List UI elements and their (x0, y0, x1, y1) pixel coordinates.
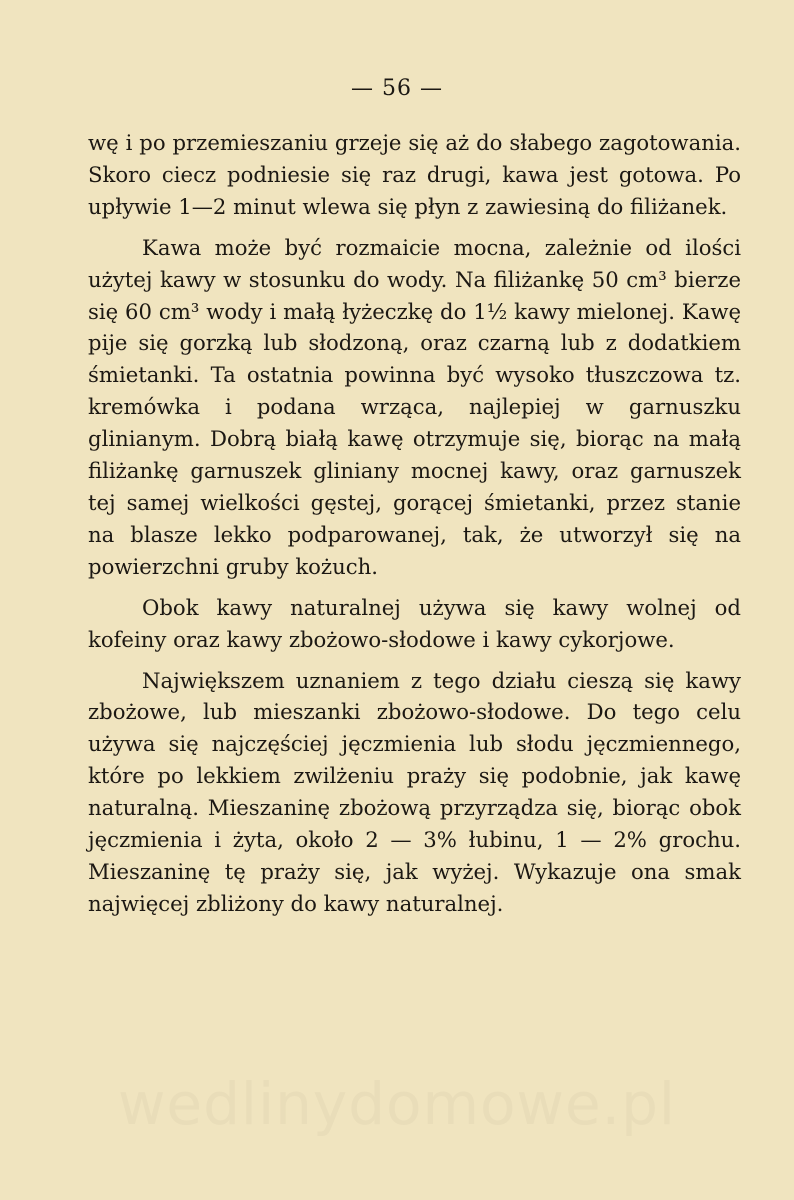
paragraph-coffee-boiling: wę i po przemieszaniu grzeje się aż do słabego zagotowania. Skoro ciecz podniesie się raz drugi, kawa jest gotowa. Po upływie 1—2 minut wlewa się płyn z zawiesiną do filiżanek. (88, 130, 741, 219)
paragraph-coffee-substitutes: Obok kawy naturalnej używa się kawy wolnej od kofeiny oraz kawy zbożowo-słodowe i kawy cykorjowe. (88, 594, 741, 652)
watermark: wedlinydomowe.pl (117, 1070, 677, 1138)
paragraph-coffee-strength: Kawa może być rozmaicie mocna, zależnie od ilości użytej kawy w stosunku do wody. Na filiżankę 50 cm³ bierze się 60 cm³ wody i małą łyżeczkę do 1½ kawy mielonej. Kawę pije się gorzką lub słodzoną, oraz czarną lub z dodatkiem śmietanki. Ta ostatnia powinna być wysoko tłuszczowa tz. kremówka i podana wrząca, najlepiej w garnuszku glinianym. Dobrą białą kawę otrzymuje się, biorąc na małą filiżankę garnuszek gliniany mocnej kawy, oraz garnuszek tej samej wielkości gęstej, gorącej śmietanki, przez stanie na blasze lekko podparowanej, tak, że utworzył się na powierzchni gruby kożuch. (88, 234, 741, 579)
paragraph-grain-coffee: Największem uznaniem z tego działu cieszą się kawy zbożowe, lub mieszanki zbożowo-słodowe. Do tego celu używa się najczęściej jęczmienia lub słodu jęczmiennego, które po lekkiem zwilżeniu praży się podobnie, jak kawę naturalną. Mieszaninę zbożową przyrządza się, biorąc obok jęczmienia i żyta, około 2 — 3% łubinu, 1 — 2% grochu. Mieszaninę tę praży się, jak wyżej. Wykazuje ona smak najwięcej zbliżony do kawy naturalnej. (88, 667, 741, 916)
page-number: — 56 — (351, 76, 443, 101)
page-body (88, 127, 741, 920)
